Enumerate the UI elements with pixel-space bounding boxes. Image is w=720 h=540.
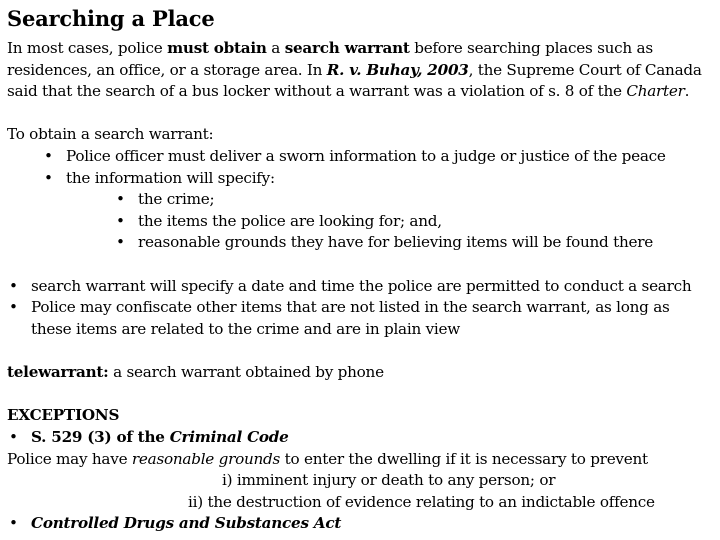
- bullet-icon: •: [116, 190, 125, 208]
- list-item: [44, 146, 666, 167]
- list-item-text: search warrant will specify a date and time the police are permitted to conduct a search: [31, 277, 692, 295]
- bullet-icon: •: [44, 169, 53, 187]
- sub-list-item: [116, 232, 653, 253]
- intro-text: said that the search of a bus locker without a warrant was a violation of s. 8 of the: [7, 82, 627, 100]
- telewarrant-term: telewarrant:: [7, 363, 109, 381]
- intro-text: .: [684, 82, 690, 100]
- list-item-text: of the: [111, 428, 170, 446]
- charter-reference: Charter: [626, 82, 685, 100]
- exception-condition-ii: ii) the destruction of evidence relating to an indictable offence: [188, 493, 655, 511]
- intro-text: , the Supreme Court of Canada: [468, 61, 702, 79]
- exception-condition-i: i) imminent injury or death to any person; or: [222, 471, 556, 489]
- sub-list-item-text: the items the police are looking for; and,: [138, 212, 442, 230]
- bullet-icon: •: [44, 147, 53, 165]
- act-reference: Controlled Drugs and Substances Act: [31, 514, 342, 532]
- bullet-icon: •: [116, 233, 125, 251]
- page-title: Searching a Place: [7, 6, 215, 31]
- reasonable-grounds-emphasis: reasonable grounds: [131, 450, 281, 468]
- case-citation: R. v. Buhay, 2003: [326, 61, 469, 79]
- sub-list-item-text: reasonable grounds they have for believing items will be found there: [138, 233, 653, 251]
- exception-explanation: [7, 449, 648, 470]
- bullet-icon: •: [9, 277, 18, 295]
- intro-text: a: [266, 39, 285, 57]
- bullet-icon: •: [9, 514, 18, 532]
- bullet-icon: •: [9, 428, 18, 446]
- list-item: [9, 513, 341, 534]
- exceptions-heading: EXCEPTIONS: [7, 406, 120, 424]
- sub-list-item: [116, 211, 442, 232]
- list-item: [9, 297, 670, 318]
- intro-line-1: [7, 38, 653, 59]
- list-item-text: Police officer must deliver a sworn information to a judge or justice of the peace: [66, 147, 666, 165]
- intro-line-2: [7, 60, 702, 81]
- list-item-continuation: these items are related to the crime and are in plain view: [31, 320, 461, 338]
- sub-list-item: [116, 189, 214, 210]
- criminal-code-reference: Criminal Code: [169, 428, 289, 446]
- telewarrant-text: a search warrant obtained by phone: [108, 363, 384, 381]
- list-item-text: the information will specify:: [66, 169, 275, 187]
- list-item: [44, 168, 275, 189]
- bullet-icon: •: [116, 212, 125, 230]
- must-obtain-emphasis: must obtain: [167, 39, 267, 57]
- exception-text: to enter the dwelling if it is necessary to prevent: [280, 450, 648, 468]
- sub-list-item-text: the crime;: [138, 190, 215, 208]
- intro-text: before searching places such as: [409, 39, 653, 57]
- intro-text: residences, an office, or a storage area. In: [7, 61, 327, 79]
- exception-text: Police may have: [7, 450, 132, 468]
- telewarrant-definition: [7, 362, 384, 383]
- intro-line-3: [7, 81, 689, 102]
- bullet-icon: •: [9, 298, 18, 316]
- search-warrant-emphasis: search warrant: [284, 39, 410, 57]
- obtain-heading: To obtain a search warrant:: [7, 125, 214, 143]
- section-reference: S. 529 (3): [31, 428, 112, 446]
- list-item: [9, 427, 289, 448]
- list-item-text: Police may confiscate other items that are not listed in the search warrant, as long as: [31, 298, 670, 316]
- list-item: [9, 276, 691, 297]
- intro-text: In most cases, police: [7, 39, 168, 57]
